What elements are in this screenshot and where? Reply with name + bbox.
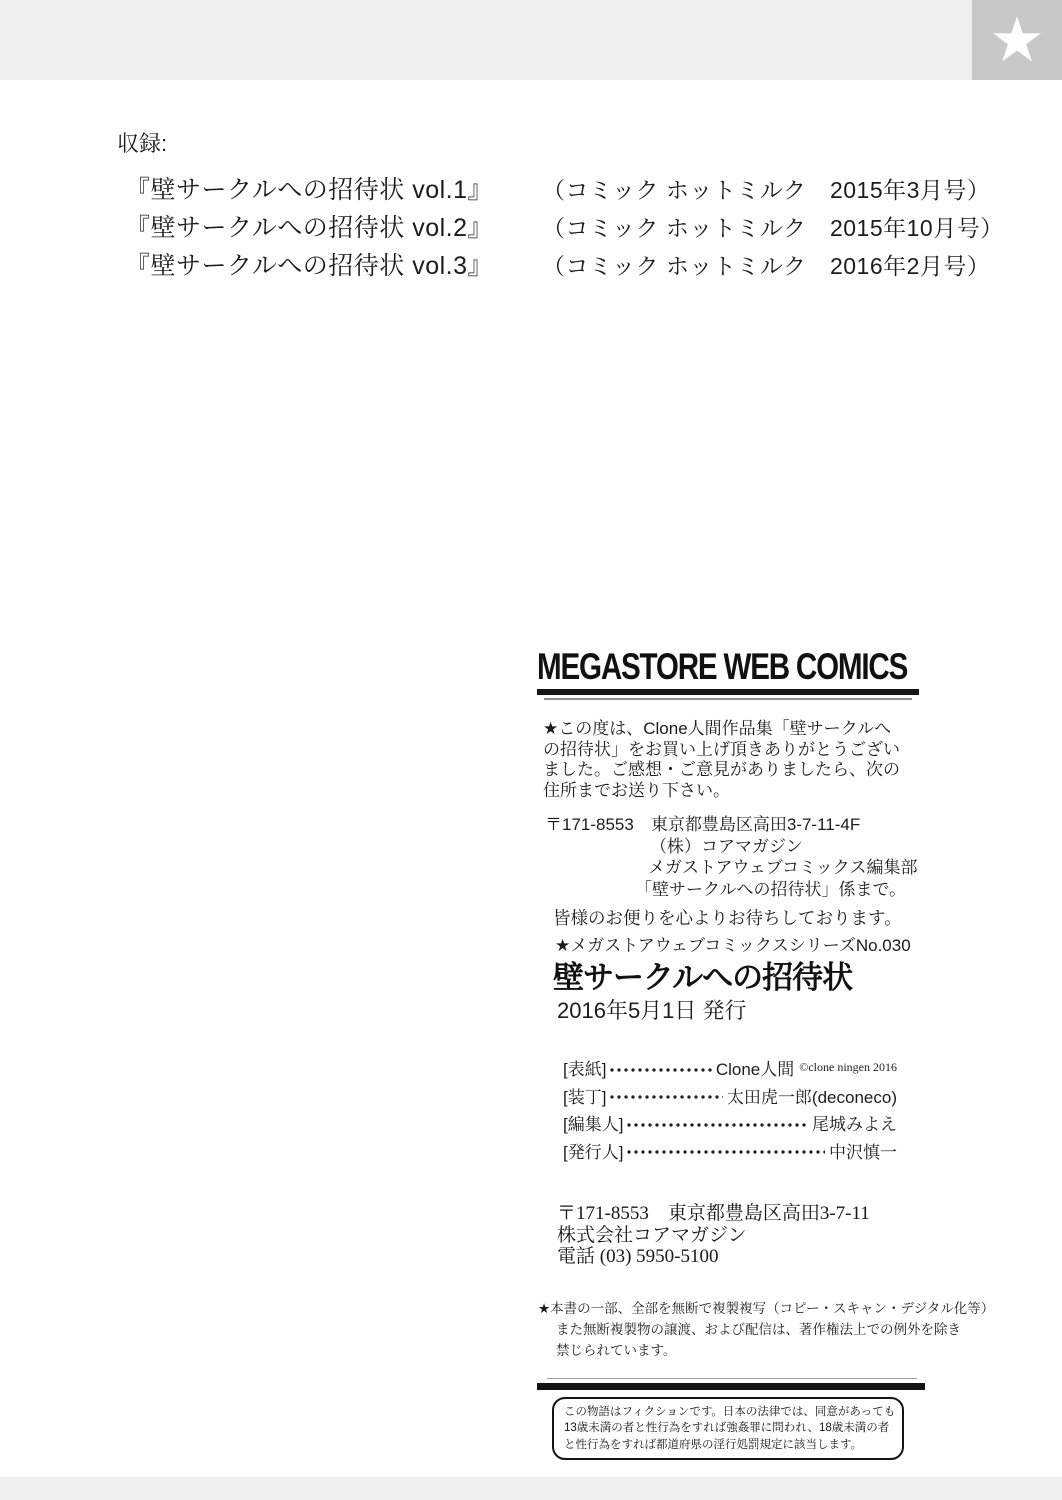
copyright-line: 禁じられています。 xyxy=(556,1342,677,1358)
mailing-address-line: 〒171-8553 東京都豊島区高田3-7-11-4F xyxy=(545,815,861,834)
copyright-note: ©clone ningen 2016 xyxy=(799,1060,897,1075)
book-title: 壁サークルへの招待状 xyxy=(553,960,853,995)
story-source: （コミック ホットミルク 2015年10月号） xyxy=(542,214,1004,241)
story-title: 『壁サークルへの招待状 vol.2』 xyxy=(125,214,494,242)
story-title: 『壁サークルへの招待状 vol.1』 xyxy=(125,176,494,204)
copyright-line: ★本書の一部、全部を無断で複製複写（コピー・スキャン・デジタル化等） xyxy=(538,1300,995,1316)
contents-list xyxy=(117,131,1004,283)
dot-leader xyxy=(627,1150,825,1154)
credit-label: [編集人] xyxy=(563,1115,624,1135)
fiction-disclaimer-line: 13歳未満の者と性行為をすれば強姦罪に問われ、18歳未満の者 xyxy=(564,1422,890,1434)
brand-rule-thin xyxy=(544,698,912,700)
dot-leader xyxy=(627,1123,808,1127)
contents-row xyxy=(125,169,1004,207)
credit-label: [表紙] xyxy=(563,1060,607,1080)
contents-row xyxy=(125,207,1004,245)
top-edge-band xyxy=(0,0,1062,80)
story-source: （コミック ホットミルク 2016年2月号） xyxy=(542,252,991,279)
footer-rule-thin xyxy=(547,1378,917,1379)
credit-name: Clone人間 xyxy=(715,1060,795,1080)
thank-you-line: ました。ご感想・ご意見がありましたら、次の xyxy=(543,760,900,779)
credit-row xyxy=(563,1054,897,1082)
credits-list xyxy=(563,1054,897,1164)
publisher-phone: 電話 (03) 5950-5100 xyxy=(557,1246,719,1267)
star-badge xyxy=(972,0,1062,80)
thank-you-line: の招待状」をお買い上げ頂きありがとうござい xyxy=(543,739,900,759)
publisher-address-line: 〒171-8553 東京都豊島区高田3-7-11 xyxy=(557,1203,870,1224)
credit-name: 尾城みよえ xyxy=(812,1115,897,1135)
contents-heading: 収録: xyxy=(117,131,168,156)
copyright-warning xyxy=(538,1298,995,1361)
star-icon: ★ xyxy=(989,3,1045,76)
publisher-address-line: 株式会社コアマガジン xyxy=(557,1224,747,1246)
thank-you-line: 住所までお送り下さい。 xyxy=(543,780,730,800)
colophon-block xyxy=(537,646,995,1460)
publisher-address xyxy=(557,1203,937,1268)
fiction-disclaimer-line: と性行為をすれば都道府県の淫行処罰規定に該当します。 xyxy=(564,1438,863,1451)
mailing-address xyxy=(537,814,937,900)
brand-logotype: MEGASTORE WEB COMICS xyxy=(537,646,908,687)
brand-rule-thick xyxy=(537,689,919,695)
credit-label: [装丁] xyxy=(563,1087,607,1107)
footer-rule-thick xyxy=(537,1383,925,1390)
awaiting-letters-note: 皆様のお便りを心よりお待ちしております。 xyxy=(553,908,902,928)
mailing-address-line: （株）コアマガジン xyxy=(650,836,803,856)
series-number: ★メガストアウェブコミックスシリーズNo.030 xyxy=(555,936,911,955)
credit-row xyxy=(563,1109,897,1137)
mailing-address-line: メガストアウェブコミックス編集部 xyxy=(648,858,918,877)
credit-name: 太田虎一郎(deconeco) xyxy=(726,1087,897,1107)
credit-name: 中沢慎一 xyxy=(829,1142,897,1162)
fiction-disclaimer-line: この物語はフィクションです。日本の法律では、同意があっても xyxy=(564,1405,896,1418)
dot-leader xyxy=(610,1095,722,1099)
copyright-line: また無断複製物の譲渡、および配信は、著作権法上での例外を除き xyxy=(556,1321,961,1337)
mailing-address-line: 「壁サークルへの招待状」係まで。 xyxy=(635,879,907,899)
story-source: （コミック ホットミルク 2015年3月号） xyxy=(542,176,991,203)
dot-leader xyxy=(610,1068,711,1072)
contents-row xyxy=(125,245,1004,283)
thank-you-line: ★この度は、Clone人間作品集「壁サークルへ xyxy=(543,719,892,738)
credit-row xyxy=(563,1137,897,1165)
thank-you-note xyxy=(543,719,937,801)
publication-date: 2016年5月1日 発行 xyxy=(557,998,747,1023)
credit-row xyxy=(563,1082,897,1110)
credit-label: [発行人] xyxy=(563,1142,624,1162)
fiction-disclaimer-box xyxy=(552,1397,904,1461)
bottom-edge-band xyxy=(0,1477,1062,1500)
story-title: 『壁サークルへの招待状 vol.3』 xyxy=(125,252,494,280)
